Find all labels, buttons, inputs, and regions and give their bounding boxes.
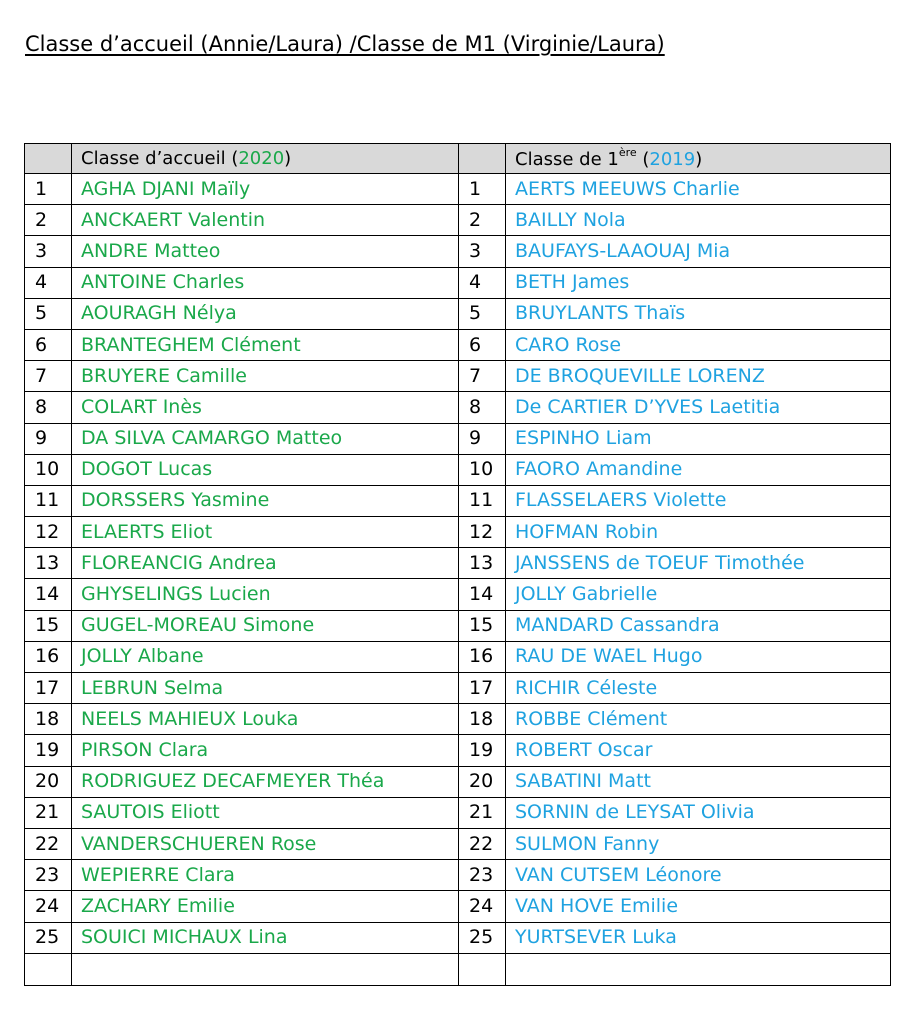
table-row [25, 641, 891, 672]
header-right-suffix: ) [695, 148, 703, 170]
left-student-name: FLOREANCIG Andrea [72, 548, 459, 579]
header-left-label: Classe d’accueil ( [81, 147, 239, 169]
left-student-number: 6 [25, 329, 72, 360]
right-student-name: SORNIN de LEYSAT Olivia [506, 797, 891, 828]
right-student-number: 12 [459, 517, 506, 548]
left-student-name: ZACHARY Emilie [72, 891, 459, 922]
left-student-number: 4 [25, 267, 72, 298]
left-student-number: 18 [25, 704, 72, 735]
left-student-number: 14 [25, 579, 72, 610]
left-student-name: ELAERTS Eliot [72, 517, 459, 548]
left-student-name: DA SILVA CAMARGO Matteo [72, 423, 459, 454]
header-right-label: Classe de 1 [515, 148, 619, 170]
header-left-year: 2020 [238, 147, 285, 169]
right-student-name: FAORO Amandine [506, 454, 891, 485]
right-student-name: ROBBE Clément [506, 704, 891, 735]
table-row [25, 860, 891, 891]
left-student-name: PIRSON Clara [72, 735, 459, 766]
right-student-name: VAN HOVE Emilie [506, 891, 891, 922]
table-row [25, 454, 891, 485]
right-student-number: 9 [459, 423, 506, 454]
left-student-name: ANTOINE Charles [72, 267, 459, 298]
left-student-number: 22 [25, 828, 72, 859]
table-row [25, 766, 891, 797]
right-student-name: SULMON Fanny [506, 828, 891, 859]
right-student-name: De CARTIER D’YVES Laetitia [506, 392, 891, 423]
right-student-name: YURTSEVER Luka [506, 922, 891, 953]
left-student-name: COLART Inès [72, 392, 459, 423]
right-student-name: BRUYLANTS Thaïs [506, 298, 891, 329]
table-row [25, 704, 891, 735]
right-student-number: 15 [459, 610, 506, 641]
right-student-name: DE BROQUEVILLE LORENZ [506, 361, 891, 392]
left-student-number: 24 [25, 891, 72, 922]
header-classe-accueil [72, 144, 459, 174]
table-row [25, 174, 891, 205]
header-right-year: 2019 [649, 148, 696, 170]
right-student-number: 24 [459, 891, 506, 922]
left-student-number: 15 [25, 610, 72, 641]
left-student-name: GHYSELINGS Lucien [72, 579, 459, 610]
right-student-number: 14 [459, 579, 506, 610]
table-row [25, 236, 891, 267]
table-row [25, 205, 891, 236]
empty-cell [459, 953, 506, 985]
right-student-number: 11 [459, 485, 506, 516]
right-student-name: AERTS MEEUWS Charlie [506, 174, 891, 205]
left-student-name: RODRIGUEZ DECAFMEYER Théa [72, 766, 459, 797]
right-student-number: 4 [459, 267, 506, 298]
table-row [25, 361, 891, 392]
table-row [25, 517, 891, 548]
right-student-number: 22 [459, 828, 506, 859]
right-student-number: 23 [459, 860, 506, 891]
right-student-number: 25 [459, 922, 506, 953]
table-row [25, 267, 891, 298]
left-student-number: 13 [25, 548, 72, 579]
right-student-number: 10 [459, 454, 506, 485]
table-row [25, 485, 891, 516]
right-student-name: HOFMAN Robin [506, 517, 891, 548]
table-row [25, 548, 891, 579]
left-student-name: ANCKAERT Valentin [72, 205, 459, 236]
left-student-number: 20 [25, 766, 72, 797]
left-student-number: 2 [25, 205, 72, 236]
table-row [25, 735, 891, 766]
right-student-name: JOLLY Gabrielle [506, 579, 891, 610]
right-student-number: 17 [459, 673, 506, 704]
header-left-suffix: ) [284, 147, 292, 169]
left-student-name: JOLLY Albane [72, 641, 459, 672]
table-row [25, 298, 891, 329]
left-student-number: 12 [25, 517, 72, 548]
right-student-number: 3 [459, 236, 506, 267]
left-student-name: BRUYERE Camille [72, 361, 459, 392]
header-num-right [459, 144, 506, 174]
left-student-number: 17 [25, 673, 72, 704]
right-student-number: 6 [459, 329, 506, 360]
table-header-row [25, 144, 891, 174]
table-row [25, 579, 891, 610]
right-student-number: 18 [459, 704, 506, 735]
right-student-name: FLASSELAERS Violette [506, 485, 891, 516]
empty-cell [506, 953, 891, 985]
left-student-number: 11 [25, 485, 72, 516]
left-student-name: AGHA DJANI Maïly [72, 174, 459, 205]
left-student-number: 23 [25, 860, 72, 891]
right-student-name: JANSSENS de TOEUF Timothée [506, 548, 891, 579]
left-student-number: 9 [25, 423, 72, 454]
header-right-sup: ère [618, 145, 637, 159]
empty-cell [72, 953, 459, 985]
right-student-name: SABATINI Matt [506, 766, 891, 797]
right-student-name: VAN CUTSEM Léonore [506, 860, 891, 891]
right-student-number: 5 [459, 298, 506, 329]
right-student-number: 21 [459, 797, 506, 828]
header-classe-premiere [506, 144, 891, 174]
header-right-mid: ( [636, 148, 650, 170]
left-student-name: VANDERSCHUEREN Rose [72, 828, 459, 859]
left-student-name: LEBRUN Selma [72, 673, 459, 704]
left-student-name: DORSSERS Yasmine [72, 485, 459, 516]
right-student-name: ESPINHO Liam [506, 423, 891, 454]
left-student-number: 16 [25, 641, 72, 672]
left-student-number: 1 [25, 174, 72, 205]
left-student-name: ANDRE Matteo [72, 236, 459, 267]
right-student-number: 19 [459, 735, 506, 766]
left-student-number: 10 [25, 454, 72, 485]
table-row [25, 922, 891, 953]
table-row [25, 797, 891, 828]
right-student-name: BAUFAYS-LAAOUAJ Mia [506, 236, 891, 267]
right-student-number: 16 [459, 641, 506, 672]
left-student-number: 21 [25, 797, 72, 828]
left-student-name: DOGOT Lucas [72, 454, 459, 485]
empty-cell [25, 953, 72, 985]
right-student-name: BETH James [506, 267, 891, 298]
left-student-number: 8 [25, 392, 72, 423]
class-lists-table [24, 143, 891, 986]
table-row [25, 329, 891, 360]
left-student-name: SAUTOIS Eliott [72, 797, 459, 828]
right-student-number: 1 [459, 174, 506, 205]
left-student-name: GUGEL-MOREAU Simone [72, 610, 459, 641]
right-student-name: MANDARD Cassandra [506, 610, 891, 641]
table-row [25, 392, 891, 423]
table-row [25, 828, 891, 859]
left-student-number: 5 [25, 298, 72, 329]
right-student-number: 20 [459, 766, 506, 797]
right-student-name: RICHIR Céleste [506, 673, 891, 704]
table-row [25, 891, 891, 922]
right-student-name: CARO Rose [506, 329, 891, 360]
left-student-name: BRANTEGHEM Clément [72, 329, 459, 360]
left-student-number: 3 [25, 236, 72, 267]
header-num-left [25, 144, 72, 174]
right-student-number: 2 [459, 205, 506, 236]
left-student-number: 7 [25, 361, 72, 392]
left-student-name: WEPIERRE Clara [72, 860, 459, 891]
left-student-name: AOURAGH Nélya [72, 298, 459, 329]
left-student-name: NEELS MAHIEUX Louka [72, 704, 459, 735]
right-student-name: ROBERT Oscar [506, 735, 891, 766]
left-student-number: 25 [25, 922, 72, 953]
right-student-name: RAU DE WAEL Hugo [506, 641, 891, 672]
empty-row [25, 953, 891, 985]
page-title: Classe d’accueil (Annie/Laura) /Classe de M1 (Virginie/Laura) [25, 32, 665, 56]
right-student-number: 13 [459, 548, 506, 579]
table-row [25, 423, 891, 454]
right-student-number: 8 [459, 392, 506, 423]
right-student-name: BAILLY Nola [506, 205, 891, 236]
right-student-number: 7 [459, 361, 506, 392]
table-row [25, 610, 891, 641]
left-student-number: 19 [25, 735, 72, 766]
left-student-name: SOUICI MICHAUX Lina [72, 922, 459, 953]
table-row [25, 673, 891, 704]
